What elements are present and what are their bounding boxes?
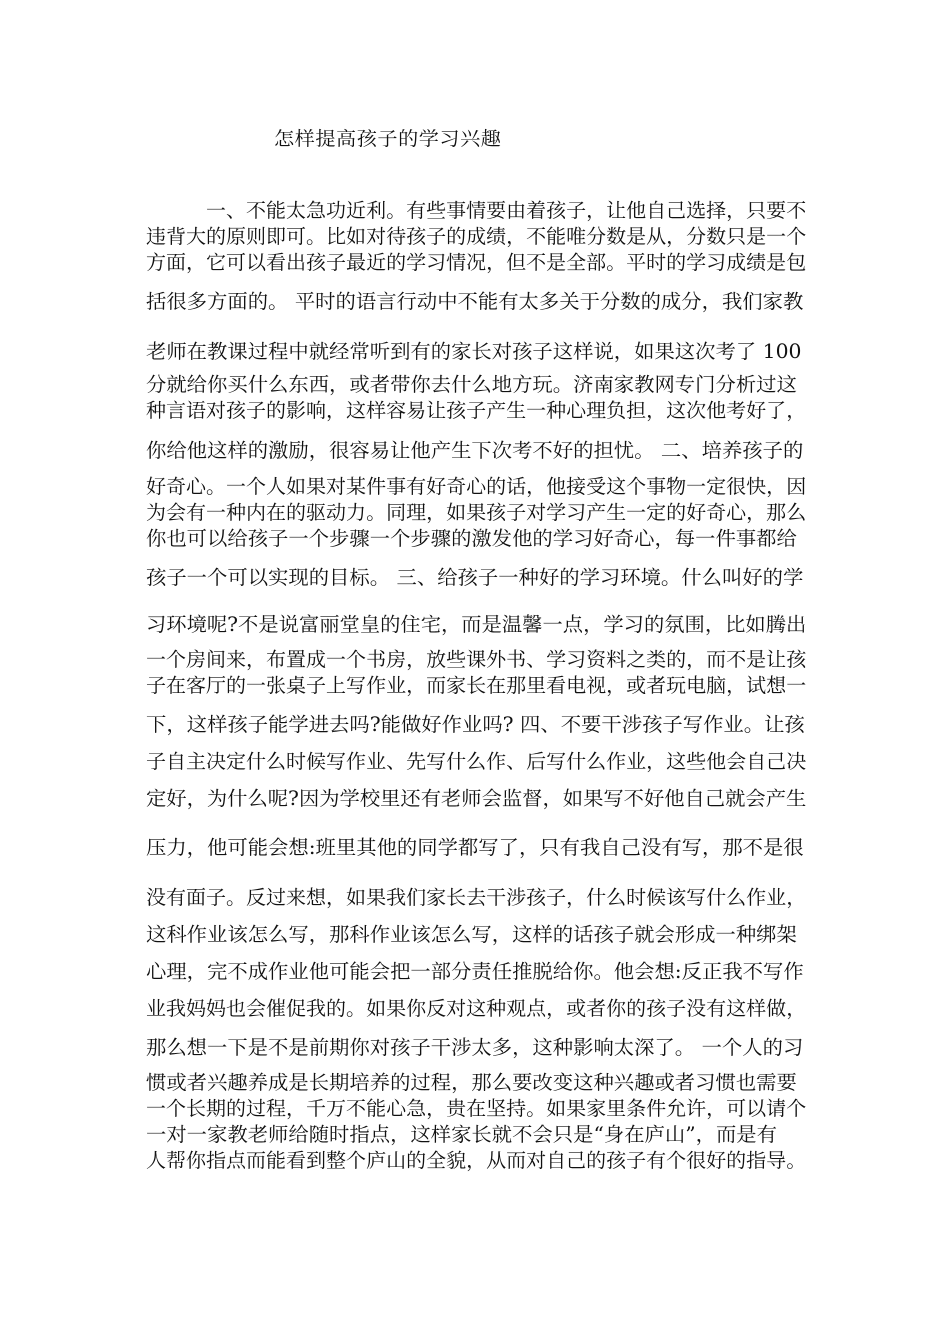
body-line: 括很多方面的。 平时的语言行动中不能有太多关于分数的成分，我们家教 xyxy=(146,290,804,313)
body-line: 这科作业该怎么写，那科作业该怎么写，这样的话孩子就会形成一种绑架 xyxy=(146,923,797,946)
body-line: 你也可以给孩子一个步骤一个步骤的激发他的学习好奇心，每一件事都给 xyxy=(146,527,797,550)
body-line: 违背大的原则即可。比如对待孩子的成绩，不能唯分数是从，分数只是一个 xyxy=(146,225,807,248)
body-line: 老师在教课过程中就经常听到有的家长对孩子这样说，如果这次考了 100 xyxy=(146,340,802,363)
body-line: 种言语对孩子的影响，这样容易让孩子产生一种心理负担，这次他考好了， xyxy=(146,399,807,422)
body-line: 一个房间来，布置成一个书房，放些课外书、学习资料之类的，而不是让孩 xyxy=(146,648,807,671)
body-line: 你给他这样的激励，很容易让他产生下次考不好的担忧。 二、培养孩子的 xyxy=(146,439,804,462)
body-line: 孩子一个可以实现的目标。 三、给孩子一种好的学习环境。什么叫好的学 xyxy=(146,566,804,589)
body-line: 那么想一下是不是前期你对孩子干涉太多，这种影响太深了。 一个人的习 xyxy=(146,1036,804,1059)
body-line: 分就给你买什么东西，或者带你去什么地方玩。济南家教网专门分析过这 xyxy=(146,373,797,396)
body-line: 下，这样孩子能学进去吗?能做好作业吗? 四、不要干涉孩子写作业。让孩 xyxy=(146,713,805,736)
body-line: 一个长期的过程，千万不能心急，贵在坚持。如果家里条件允许，可以请个 xyxy=(146,1097,807,1120)
body-line: 为会有一种内在的驱动力。同理，如果孩子对学习产生一定的好奇心，那么 xyxy=(146,501,807,524)
body-line: 业我妈妈也会催促我的。如果你反对这种观点，或者你的孩子没有这样做， xyxy=(146,997,807,1020)
document-title: 怎样提高孩子的学习兴趣 xyxy=(274,128,502,150)
body-line: 人帮你指点而能看到整个庐山的全貌，从而对自己的孩子有个很好的指导。 xyxy=(146,1149,807,1172)
body-line: 定好，为什么呢?因为学校里还有老师会监督，如果写不好他自己就会产生 xyxy=(146,787,807,810)
body-line: 子自主决定什么时候写作业、先写什么作、后写什么作业，这些他会自己决 xyxy=(146,750,807,773)
body-line: 压力，他可能会想:班里其他的同学都写了，只有我自己没有写，那不是很 xyxy=(146,836,804,859)
body-line: 一对一家教老师给随时指点，这样家长就不会只是“身在庐山”，而是有 xyxy=(146,1123,777,1146)
body-line: 习环境呢?不是说富丽堂皇的住宅，而是温馨一点，学习的氛围，比如腾出 xyxy=(146,613,807,636)
body-line: 好奇心。一个人如果对某件事有好奇心的话，他接受这个事物一定很快，因 xyxy=(146,475,807,498)
body-line: 子在客厅的一张桌子上写作业，而家长在那里看电视，或者玩电脑，试想一 xyxy=(146,674,807,697)
body-line: 没有面子。反过来想，如果我们家长去干涉孩子，什么时候该写什么作业， xyxy=(146,886,807,909)
body-line: 方面，它可以看出孩子最近的学习情况，但不是全部。平时的学习成绩是包 xyxy=(146,251,807,274)
body-line: 惯或者兴趣养成是长期培养的过程，那么要改变这种兴趣或者习惯也需要 xyxy=(146,1071,797,1094)
body-line: 一、不能太急功近利。有些事情要由着孩子，让他自己选择，只要不 xyxy=(146,199,807,222)
body-line: 心理，完不成作业他可能会把一部分责任推脱给你。他会想:反正我不写作 xyxy=(146,960,804,983)
